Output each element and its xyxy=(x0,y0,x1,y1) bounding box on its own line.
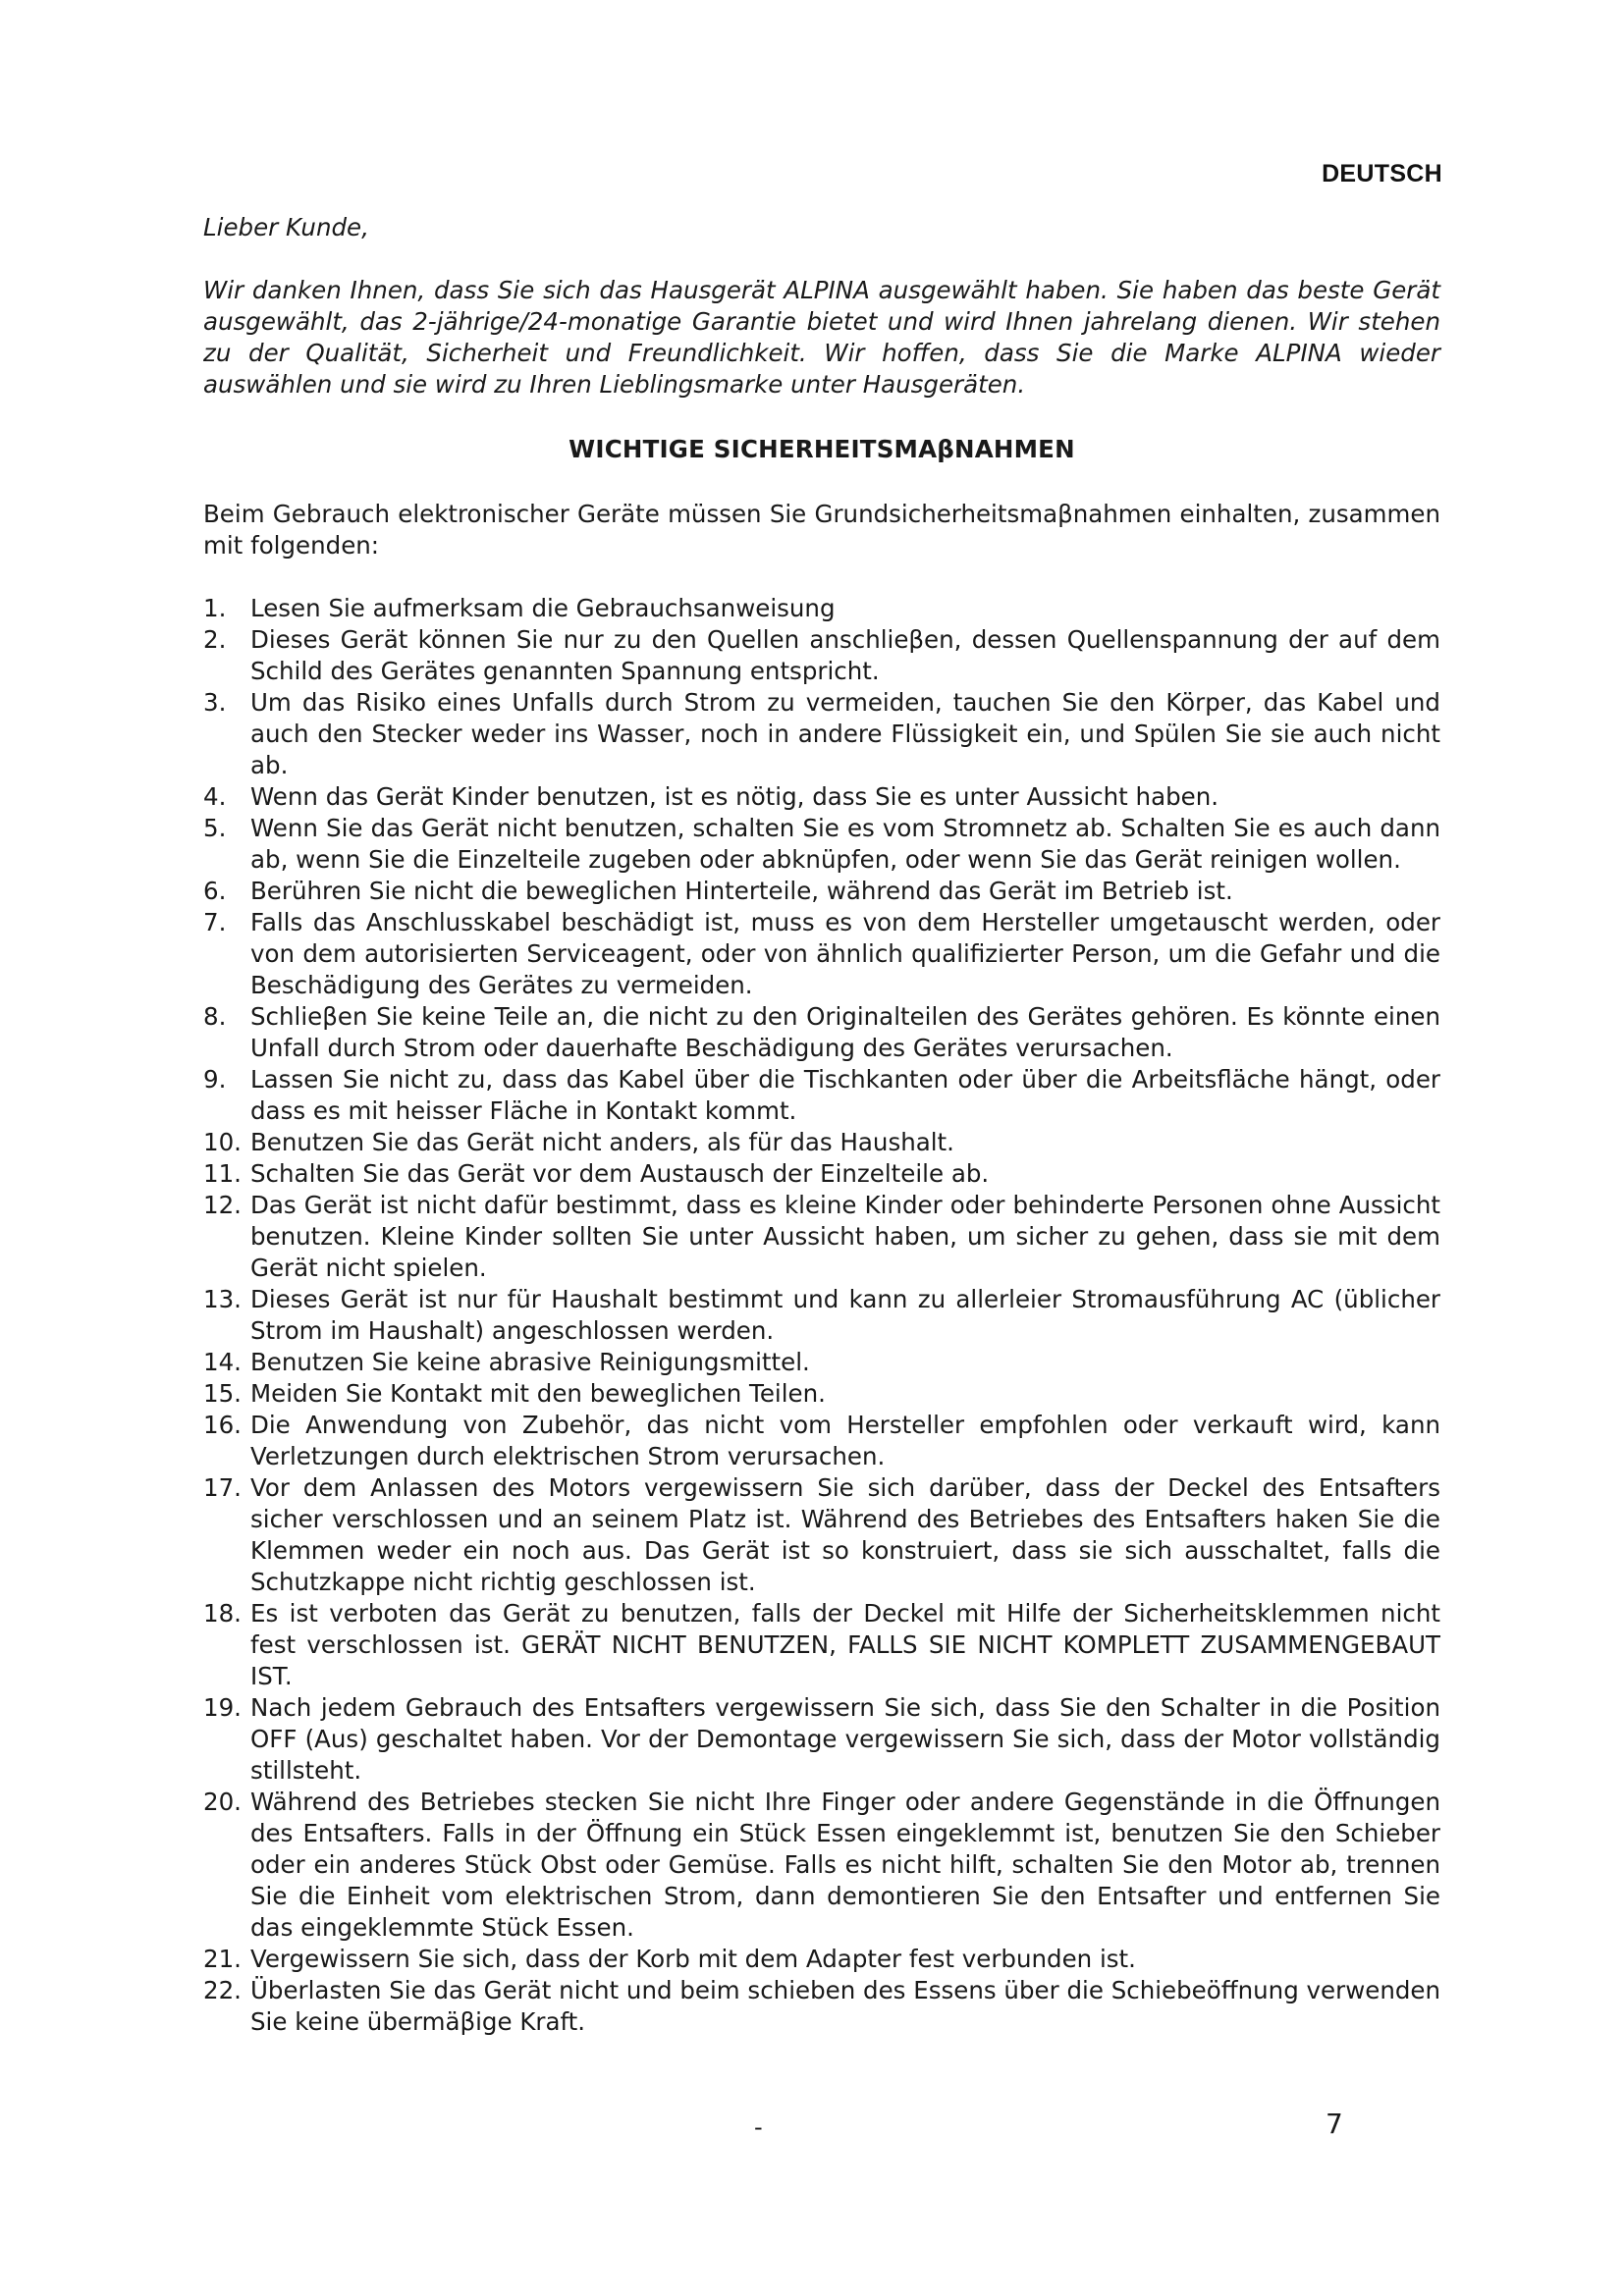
list-item xyxy=(203,1064,1440,1127)
list-item xyxy=(203,593,1440,624)
list-item-text: Wenn Sie das Gerät nicht benutzen, schalten Sie es vom Stromnetz ab. Schalten Sie es auch dann ab, wenn Sie die Einzelteile zugeben oder abknüpfen, oder wenn Sie das Gerät reinigen wollen. xyxy=(250,814,1440,874)
list-item-text: Die Anwendung von Zubehör, das nicht vom Hersteller empfohlen oder verkauft wird, kann Verletzungen durch elektrischen Strom verursachen. xyxy=(250,1411,1440,1470)
list-item-number: 17. xyxy=(203,1473,242,1502)
list-item-number: 12. xyxy=(203,1191,242,1219)
list-item xyxy=(203,1410,1440,1472)
list-item-number: 10. xyxy=(203,1128,242,1156)
list-item-number: 19. xyxy=(203,1693,242,1722)
list-item-text: Falls das Anschlusskabel beschädigt ist, muss es von dem Hersteller umgetauscht werden, oder von dem autorisierten Serviceagent, oder von ähnlich qualifizierter Person, um die Gefahr und die Beschädigung des Gerätes zu vermeiden. xyxy=(250,908,1440,999)
footer-dash: - xyxy=(754,2113,763,2141)
greeting: Lieber Kunde, xyxy=(203,213,369,241)
list-item-number: 5. xyxy=(203,814,227,842)
list-item-text: Meiden Sie Kontakt mit den beweglichen Teilen. xyxy=(250,1379,826,1408)
list-item-text: Vor dem Anlassen des Motors vergewissern Sie sich darüber, dass der Deckel des Entsafters sicher verschlossen und an seinem Platz ist. Während des Betriebes des Entsafters haken Sie die Klemmen weder ein noch aus. Das Gerät ist so konstruiert, dass sie sich ausschaltet, falls die Schutzkappe nicht richtig geschlossen ist. xyxy=(250,1473,1440,1596)
list-item-text: Vergewissern Sie sich, dass der Korb mit dem Adapter fest verbunden ist. xyxy=(250,1945,1136,1973)
list-item-text: Lesen Sie aufmerksam die Gebrauchsanweisung xyxy=(250,594,836,622)
list-item-text: Benutzen Sie das Gerät nicht anders, als für das Haushalt. xyxy=(250,1128,954,1156)
list-item-text: Wenn das Gerät Kinder benutzen, ist es nötig, dass Sie es unter Aussicht haben. xyxy=(250,782,1219,811)
list-item-number: 4. xyxy=(203,782,227,811)
list-item-text: Es ist verboten das Gerät zu benutzen, falls der Deckel mit Hilfe der Sicherheitsklemmen nicht fest verschlossen ist. GERÄT NICHT BENUTZEN, FALLS SIE NICHT KOMPLETT ZUSAMMENGEBAUT IST. xyxy=(250,1599,1440,1690)
list-item xyxy=(203,1598,1440,1692)
list-item-number: 6. xyxy=(203,877,227,905)
list-item-number: 9. xyxy=(203,1065,227,1094)
list-item xyxy=(203,1378,1440,1410)
list-item-number: 8. xyxy=(203,1002,227,1031)
list-item xyxy=(203,1472,1440,1598)
list-item-number: 22. xyxy=(203,1976,242,2004)
list-item-number: 15. xyxy=(203,1379,242,1408)
list-item xyxy=(203,1127,1440,1158)
lead-paragraph: Beim Gebrauch elektronischer Geräte müssen Sie Grundsicherheitsmaβnahmen einhalten, zusammen mit folgenden: xyxy=(203,500,1440,560)
list-item-text: Überlasten Sie das Gerät nicht und beim schieben des Essens über die Schiebeöffnung verwenden Sie keine übermäβige Kraft. xyxy=(250,1976,1440,2036)
list-item-number: 21. xyxy=(203,1945,242,1973)
list-item xyxy=(203,1692,1440,1787)
section-title: WICHTIGE SICHERHEITSMAβNAHMEN xyxy=(568,435,1075,463)
list-item-text: Dieses Gerät ist nur für Haushalt bestimmt und kann zu allerleier Stromausführung AC (üblicher Strom im Haushalt) angeschlossen werden. xyxy=(250,1285,1440,1345)
list-item-text: Dieses Gerät können Sie nur zu den Quellen anschlieβen, dessen Quellenspannung der auf dem Schild des Gerätes genannten Spannung entspricht. xyxy=(250,625,1440,685)
list-item-number: 7. xyxy=(203,908,227,936)
safety-rules-list xyxy=(203,593,1440,2038)
list-item xyxy=(203,687,1440,781)
list-item-text: Um das Risiko eines Unfalls durch Strom zu vermeiden, tauchen Sie den Körper, das Kabel und auch den Stecker weder ins Wasser, noch in andere Flüssigkeit ein, und Spülen Sie sie auch nicht ab. xyxy=(250,688,1440,779)
language-header: DEUTSCH xyxy=(1322,160,1442,187)
list-item-number: 3. xyxy=(203,688,227,717)
list-item xyxy=(203,1284,1440,1347)
list-item-text: Schalten Sie das Gerät vor dem Austausch der Einzelteile ab. xyxy=(250,1159,990,1188)
list-item xyxy=(203,781,1440,813)
intro-paragraph: Wir danken Ihnen, dass Sie sich das Hausgerät ALPINA ausgewählt haben. Sie haben das beste Gerät ausgewählt, das 2-jährige/24-monatige Garantie bietet und wird Ihnen jahrelang dienen. Wir stehen zu der Qualität, Sicherheit und Freundlichkeit. Wir hoffen, dass Sie die Marke ALPINA wieder auswählen und sie wird zu Ihren Lieblingsmarke unter Hausgeräten. xyxy=(203,276,1440,399)
list-item-number: 16. xyxy=(203,1411,242,1439)
list-item-text: Benutzen Sie keine abrasive Reinigungsmittel. xyxy=(250,1348,810,1376)
list-item-text: Nach jedem Gebrauch des Entsafters vergewissern Sie sich, dass Sie den Schalter in die Position OFF (Aus) geschaltet haben. Vor der Demontage vergewissern Sie sich, dass der Motor vollständig stillsteht. xyxy=(250,1693,1440,1785)
page-content xyxy=(203,212,1440,2038)
list-item-number: 14. xyxy=(203,1348,242,1376)
list-item-number: 11. xyxy=(203,1159,242,1188)
list-item-text: Während des Betriebes stecken Sie nicht Ihre Finger oder andere Gegenstände in die Öffnungen des Entsafters. Falls in der Öffnung ein Stück Essen eingeklemmt ist, benutzen Sie den Schieber oder ein anderes Stück Obst oder Gemüse. Falls es nicht hilft, schalten Sie den Motor ab, trennen Sie die Einheit vom elektrischen Strom, dann demontieren Sie den Entsafter und entfernen Sie das eingeklemmte Stück Essen. xyxy=(250,1788,1440,1942)
list-item xyxy=(203,1944,1440,1975)
list-item-text: Berühren Sie nicht die beweglichen Hinterteile, während das Gerät im Betrieb ist. xyxy=(250,877,1233,905)
list-item xyxy=(203,1190,1440,1284)
list-item xyxy=(203,1001,1440,1064)
list-item xyxy=(203,876,1440,907)
list-item-number: 2. xyxy=(203,625,227,654)
list-item xyxy=(203,907,1440,1001)
list-item-number: 20. xyxy=(203,1788,242,1816)
list-item xyxy=(203,624,1440,687)
list-item xyxy=(203,1158,1440,1190)
list-item xyxy=(203,1975,1440,2038)
list-item-text: Das Gerät ist nicht dafür bestimmt, dass es kleine Kinder oder behinderte Personen ohne Aussicht benutzen. Kleine Kinder sollten Sie unter Aussicht haben, um sicher zu gehen, dass sie mit dem Gerät nicht spielen. xyxy=(250,1191,1440,1282)
list-item xyxy=(203,813,1440,876)
list-item-number: 13. xyxy=(203,1285,242,1313)
list-item xyxy=(203,1787,1440,1944)
list-item-text: Schlieβen Sie keine Teile an, die nicht zu den Originalteilen des Gerätes gehören. Es könnte einen Unfall durch Strom oder dauerhafte Beschädigung des Gerätes verursachen. xyxy=(250,1002,1440,1062)
list-item-number: 18. xyxy=(203,1599,242,1628)
list-item xyxy=(203,1347,1440,1378)
list-item-text: Lassen Sie nicht zu, dass das Kabel über die Tischkanten oder über die Arbeitsfläche hängt, oder dass es mit heisser Fläche in Kontakt kommt. xyxy=(250,1065,1440,1125)
list-item-number: 1. xyxy=(203,594,227,622)
page-number: 7 xyxy=(1326,2108,1343,2140)
